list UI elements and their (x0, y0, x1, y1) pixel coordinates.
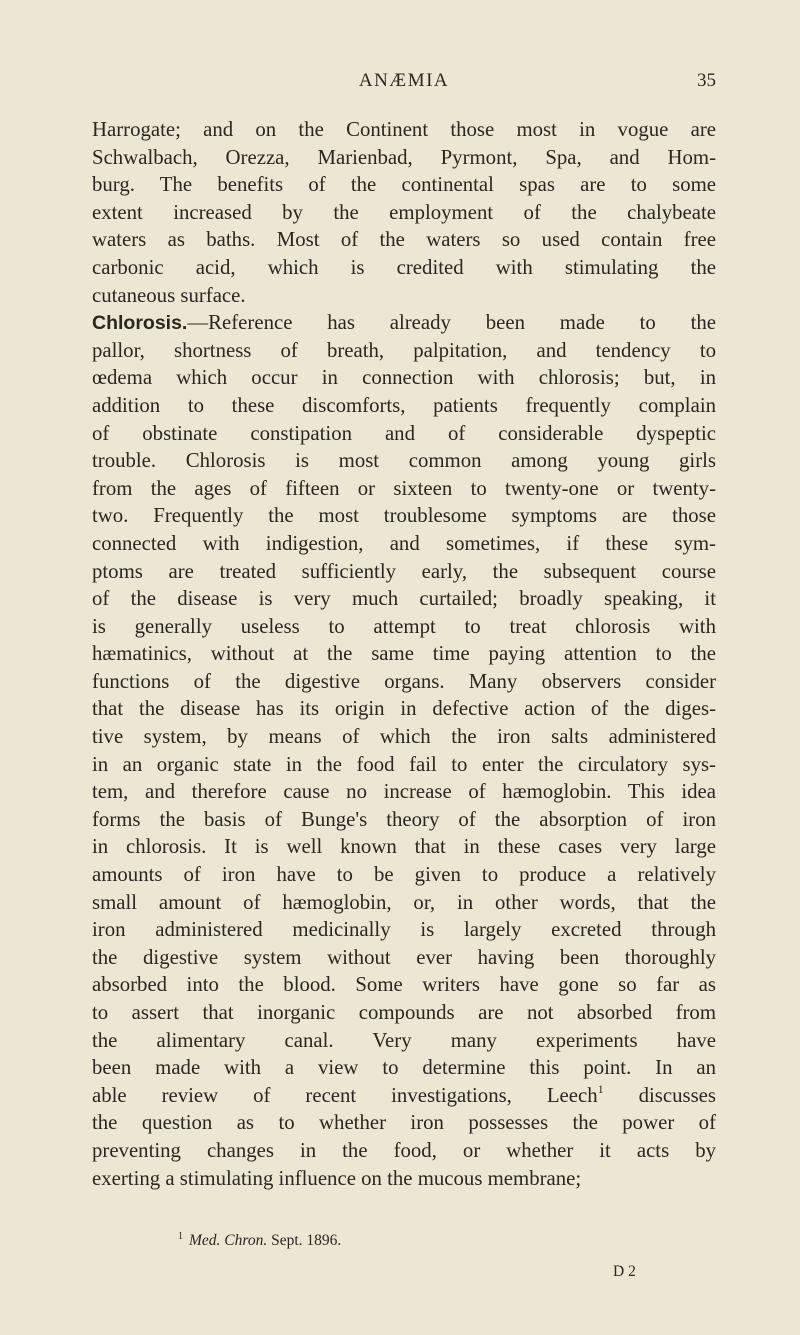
text-line: the alimentary canal. Very many experiments have (92, 1028, 716, 1052)
text-line: extent increased by the employment of the chalybeate (92, 200, 716, 224)
text-line: the digestive system without ever having been thoroughly (92, 945, 716, 969)
text-line: the question as to whether iron possesses the power of (92, 1111, 716, 1135)
text-line: amounts of iron have to be given to produce a relatively (92, 863, 716, 887)
text-line: burg. The benefits of the continental spas are to some (92, 173, 716, 197)
text-line: in an organic state in the food fail to enter the circulatory sys- (92, 752, 716, 776)
text-line: from the ages of fifteen or sixteen to twenty-one or twenty- (92, 476, 716, 500)
page-number: 35 (697, 70, 716, 91)
section-heading-chlorosis: Chlorosis. (92, 312, 188, 335)
running-head (92, 70, 716, 96)
text-line: ptoms are treated sufficiently early, the subsequent course (92, 559, 716, 583)
footnote-date: Sept. 1896. (267, 1232, 342, 1249)
footnote (178, 1231, 341, 1250)
text-line: of obstinate constipation and of considerable dyspeptic (92, 421, 716, 445)
text-line-with-reference (92, 1082, 716, 1110)
text-line: cutaneous surface. (92, 283, 246, 307)
text-line: Schwalbach, Orezza, Marienbad, Pyrmont, Spa, and Hom- (92, 145, 716, 169)
text-line: small amount of hæmoglobin, or, in other words, that the (92, 890, 716, 914)
reference-line-text-end: discusses (603, 1083, 716, 1107)
text-line: forms the basis of Bunge's theory of the absorption of iron (92, 807, 716, 831)
text-line: œdema which occur in connection with chlorosis; but, in (92, 366, 716, 390)
text-line: two. Frequently the most troublesome symptoms are those (92, 504, 716, 528)
body-text (92, 116, 716, 1192)
signature-mark: D 2 (613, 1263, 636, 1280)
text-line: absorbed into the blood. Some writers have gone so far as (92, 973, 716, 997)
text-line: connected with indigestion, and sometimes, if these sym- (92, 531, 716, 555)
footnote-journal: Med. Chron. (189, 1232, 268, 1249)
text-line: that the disease has its origin in defective action of the diges- (92, 697, 716, 721)
text-line: Harrogate; and on the Continent those most in vogue are (92, 118, 716, 141)
text-line: iron administered medicinally is largely excreted through (92, 918, 716, 942)
text-line: addition to these discomforts, patients frequently complain (92, 393, 716, 417)
text-line: of the disease is very much curtailed; broadly speaking, it (92, 587, 716, 611)
footnote-mark: 1 (178, 1231, 183, 1242)
reference-line-text: able review of recent investigations, Leech (92, 1083, 598, 1107)
text-line: preventing changes in the food, or whether it acts by (92, 1138, 716, 1162)
text-line: been made with a view to determine this point. In an (92, 1056, 716, 1080)
text-line: hæmatinics, without at the same time paying attention to the (92, 642, 716, 666)
text-line: exerting a stimulating influence on the mucous membrane; (92, 1166, 582, 1190)
text-line: in chlorosis. It is well known that in these cases very large (92, 835, 716, 859)
text-line: tem, and therefore cause no increase of hæmoglobin. This idea (92, 780, 716, 804)
running-title: ANÆMIA (358, 70, 450, 91)
text-line: functions of the digestive organs. Many observers consider (92, 669, 716, 693)
text-line: to assert that inorganic compounds are not absorbed from (92, 1001, 716, 1024)
text-line: carbonic acid, which is credited with stimulating the (92, 255, 716, 279)
heading-line-text: —Reference has already been made to the (187, 311, 716, 335)
text-line: pallor, shortness of breath, palpitation, and tendency to (92, 338, 716, 362)
text-line: tive system, by means of which the iron salts administered (92, 725, 716, 749)
text-line-with-heading (92, 309, 716, 337)
footnote-reference: 1 (597, 1081, 604, 1096)
text-line: is generally useless to attempt to treat chlorosis with (92, 614, 716, 638)
text-line: trouble. Chlorosis is most common among young girls (92, 449, 716, 473)
text-line: waters as baths. Most of the waters so used contain free (92, 228, 716, 252)
